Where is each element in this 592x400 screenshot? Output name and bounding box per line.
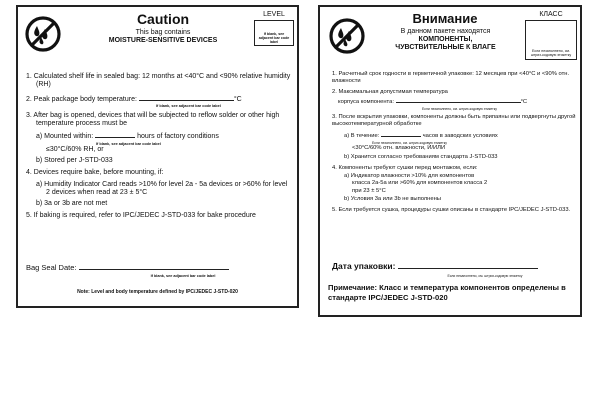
caution-footer-note: Note: Level and body temperature defined by IPC/JEDEC J-STD-020 (77, 289, 238, 295)
item-4b: b) 3a or 3b are not met (36, 200, 108, 208)
level-label: LEVEL (263, 11, 285, 18)
item-2-line2: корпуса компонента: °C (332, 96, 576, 106)
caution-title: Caution (136, 11, 190, 27)
item-4: 4. Компоненты требуют сушки перед монтажом, если: (332, 164, 478, 171)
caution-label-english (16, 5, 299, 308)
item-4: 4. Devices require bake, before mounting, if: (26, 169, 164, 177)
item-3a: a) В течение: часов в заводских условиях (332, 130, 576, 140)
seal-date-note: If blank, see adjacent bar code label (150, 274, 216, 278)
item-5: 5. Если требуется сушка, процедуры сушки описаны в стандарте IPC/JEDEC J-STD-033. (332, 206, 571, 213)
class-note: Если незаполнено, см. штрих-кодовую этикетку (530, 49, 572, 57)
bag-seal-date: Bag Seal Date: (26, 263, 292, 272)
item-4a-line2: класса 2a-5a или >60% для компонентов класса 2 (352, 180, 488, 187)
item-4b: b) Условия 3a или 3b не выполнены (344, 196, 441, 203)
item-3a-note: Если незаполнено, см. штрих-кодовую этикетку (372, 140, 447, 145)
no-moisture-icon (24, 15, 62, 53)
caution-instructions (26, 73, 292, 220)
item-4a: a) Humidity Indicator Card reads >10% for level 2a - 5a devices or >60% for level 2 devices when read at 23 ± 5°C (36, 180, 288, 196)
seal-date-blank (79, 263, 229, 270)
warning-instructions (332, 71, 576, 214)
pack-date-blank (398, 262, 538, 269)
pack-date: Дата упаковки: (332, 261, 576, 271)
item-3b: b) Хранится согласно требованиям стандарта J-STD-033 (344, 154, 498, 161)
item-3: 3. После вскрытия упаковки, компоненты должны быть припаяны или подвергнуты другой высокотемпературной обработке (332, 113, 576, 128)
caution-label-russian (318, 5, 582, 317)
peak-temp-blank (139, 94, 234, 101)
class-box (525, 20, 577, 60)
item-3: 3. After bag is opened, devices that will be subjected to reflow solder or other high temperature process must be (26, 111, 280, 128)
no-moisture-icon (328, 17, 366, 55)
item-2: 2. Peak package body temperature: °C (26, 95, 242, 103)
mount-hours-blank (381, 130, 421, 137)
item-4a-line3: при 23 ± 5°C (352, 187, 386, 194)
item-1: 1. Calculated shelf life in sealed bag: 12 months at <40°C and <90% relative humidity (RH) (26, 73, 291, 89)
item-1: 1. Расчетный срок годности в герметичной упаковке: 12 месяцев при <40°C и <90% отн. влажности (332, 71, 570, 85)
item-3a-note: If blank, see adjacent bar code label (96, 141, 161, 146)
caution-subtitle: This bag contains MOISTURE-SENSITIVE DEVICES (108, 29, 218, 44)
level-box (254, 20, 294, 46)
item-4a-line1: a) Индикатор влажности >10% для компонентов (344, 173, 475, 180)
warning-footer-note: Примечание: Класс и температура компонентов определены в стандарте IPC/JEDEC J-STD-020 (328, 283, 566, 302)
item-3a-condition: ≤30°C/60% RH, or (46, 145, 104, 153)
class-label: КЛАСС (539, 11, 563, 18)
item-3a: a) Mounted within: hours of factory conditions (36, 133, 219, 141)
item-5: 5. If baking is required, refer to IPC/JEDEC J-STD-033 for bake procedure (26, 211, 256, 219)
pack-date-note: Если незаполнено, см. штрих-кодовую этикетку (447, 274, 523, 278)
item-3a-condition: <30°C/60% отн. влажности, И/ИЛИ (352, 144, 446, 151)
item-2-line1: 2. Максимальная допустимая температура (332, 88, 448, 95)
item-2-note: If blank, see adjacent bar code label (156, 103, 221, 108)
item-2-note: Если незаполнено, см. штрих-кодовую этикетку (422, 106, 497, 111)
warning-subtitle: В данном пакете находятся КОМПОНЕНТЫ, ЧУВСТВИТЕЛЬНЫЕ К ВЛАГЕ (395, 28, 496, 51)
item-3b: b) Stored per J-STD-033 (36, 157, 113, 165)
level-note: If blank, see adjacent bar code label (258, 32, 290, 44)
mount-hours-blank (95, 131, 135, 138)
warning-title: Внимание (412, 11, 478, 26)
max-temp-blank (396, 96, 521, 103)
